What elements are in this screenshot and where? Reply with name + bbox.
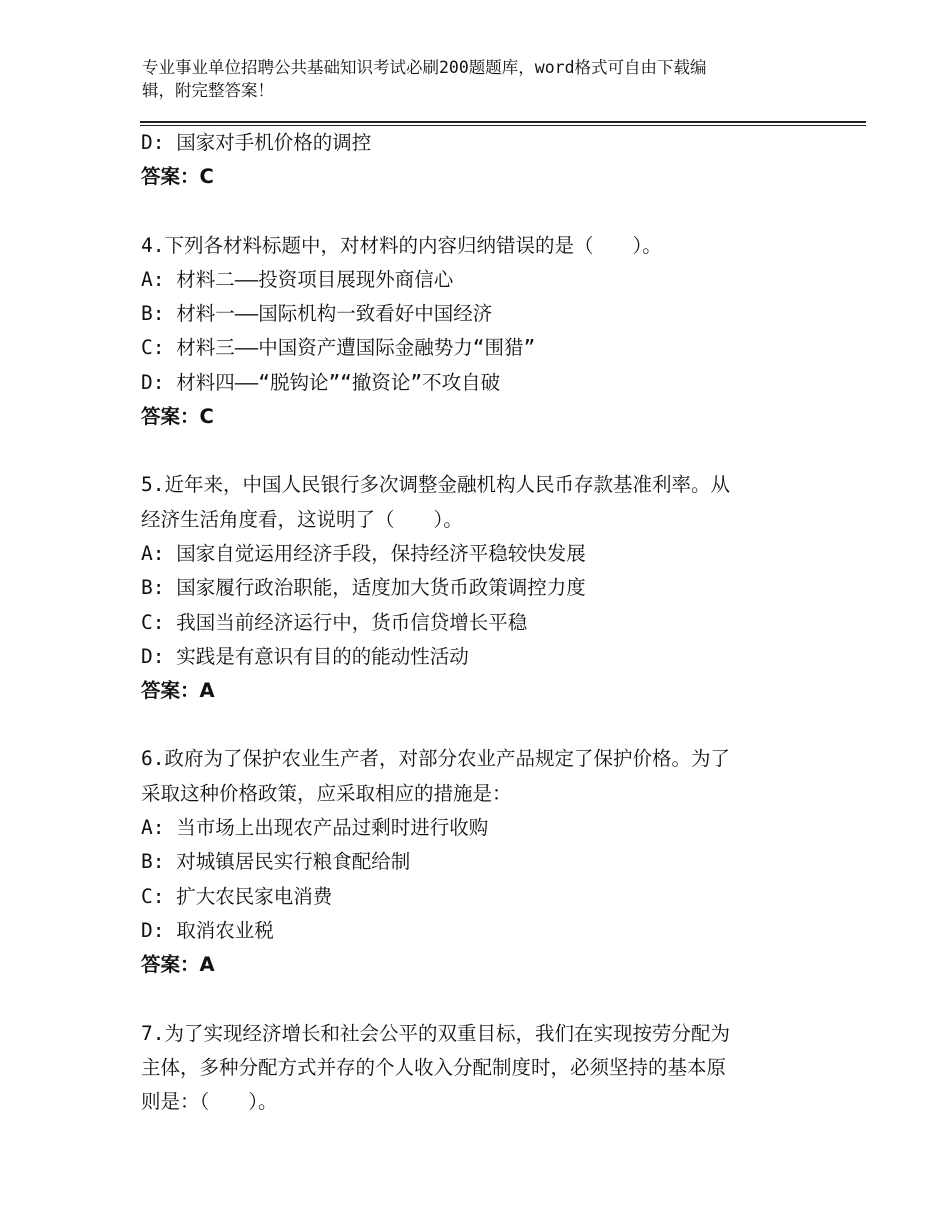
header-divider [140, 121, 866, 123]
header-line-2: 辑，附完整答案！ [142, 81, 274, 100]
answer-label: 答案：A [141, 679, 215, 703]
question-text: 采取这种价格政策，应采取相应的措施是： [141, 781, 512, 805]
option-d: D: 材料四——“脱钩论”“撤资论”不攻自破 [141, 370, 501, 394]
option-c: C: 扩大农民家电消费 [141, 884, 333, 908]
option-b: B: 材料一——国际机构一致看好中国经济 [141, 302, 493, 326]
question-text: 则是：（ ）。 [141, 1090, 278, 1114]
option-b: B: 对城镇居民实行粮食配给制 [141, 850, 411, 874]
option-d: D: 国家对手机价格的调控 [141, 131, 372, 154]
question-text: 5.近年来，中国人民银行多次调整金融机构人民币存款基准利率。从 [141, 473, 730, 497]
option-d: D: 实践是有意识有目的的能动性活动 [141, 644, 469, 668]
option-a: A: 当市场上出现农产品过剩时进行收购 [141, 816, 489, 840]
answer-label: 答案：C [141, 405, 214, 429]
option-b: B: 国家履行政治职能，适度加大货币政策调控力度 [141, 576, 586, 600]
question-text: 经济生活角度看，这说明了（ ）。 [141, 507, 463, 531]
question-list [141, 126, 821, 1119]
option-d: D: 取消农业税 [141, 918, 274, 942]
option-a: A: 材料二——投资项目展现外商信心 [141, 267, 454, 291]
question-block [141, 468, 821, 708]
answer-label: 答案：A [141, 953, 215, 977]
question-text: 主体，多种分配方式并存的个人收入分配制度时，必须坚持的基本原 [141, 1055, 727, 1079]
question-text: 6.政府为了保护农业生产者，对部分农业产品规定了保护价格。为了 [141, 747, 730, 771]
question-block [141, 126, 821, 195]
question-text: 4.下列各材料标题中，对材料的内容归纳错误的是（ ）。 [141, 233, 662, 257]
option-c: C: 材料三——中国资产遭国际金融势力“围猎” [141, 336, 536, 360]
answer-label: 答案：C [141, 165, 214, 189]
question-block [141, 742, 821, 982]
option-c: C: 我国当前经济运行中，货币信贷增长平稳 [141, 610, 528, 634]
question-block [141, 1017, 821, 1120]
question-block [141, 229, 821, 435]
question-text: 7.为了实现经济增长和社会公平的双重目标，我们在实现按劳分配为 [141, 1021, 730, 1045]
header-line-1: 专业事业单位招聘公共基础知识考试必刷200题题库，word格式可自由下载编 [142, 58, 707, 77]
page-header [142, 56, 792, 102]
option-a: A: 国家自觉运用经济手段，保持经济平稳较快发展 [141, 541, 586, 565]
